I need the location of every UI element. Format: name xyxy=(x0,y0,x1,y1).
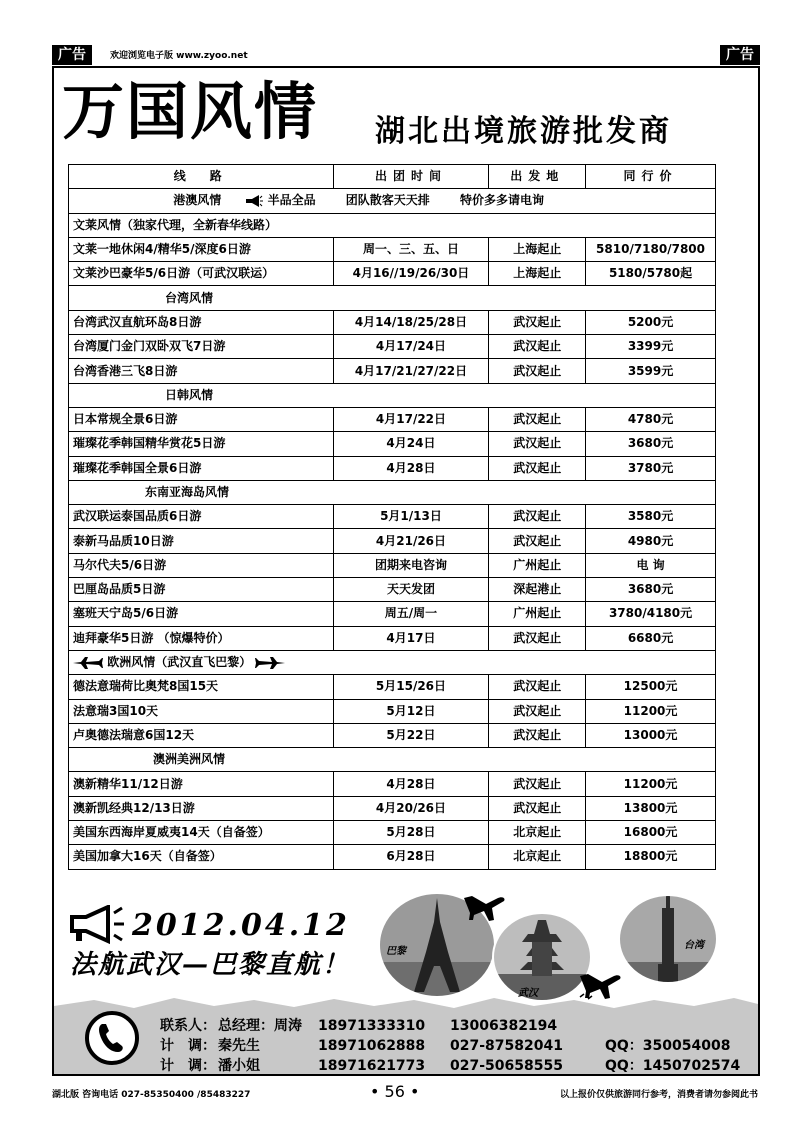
section-row-se-asia xyxy=(69,480,716,504)
price-cell: 3580元 xyxy=(586,505,716,529)
section-label-aus-am: 澳洲美洲风情 xyxy=(69,748,716,772)
contact-landline: 027-87582041 xyxy=(450,1038,563,1054)
contact-info xyxy=(160,1016,740,1076)
table-row xyxy=(69,237,716,261)
footer-left: 湖北版 咨询电话 027-85350400 /85483227 xyxy=(52,1090,251,1100)
col-header-route: 线 路 xyxy=(69,165,334,189)
depart-cell: 上海起止 xyxy=(489,262,586,286)
top-url-text: 欢迎浏览电子版 www.zyoo.net xyxy=(110,51,248,61)
contact-qq: QQ：350054008 xyxy=(605,1038,731,1054)
hk-notes xyxy=(245,190,544,211)
table-row xyxy=(69,796,716,820)
contact-landline: 027-50658555 xyxy=(450,1058,563,1074)
section-label-se-asia: 东南亚海岛风情 xyxy=(69,480,716,504)
price-cell: 5200元 xyxy=(586,310,716,334)
price-cell: 3599元 xyxy=(586,359,716,383)
date-cell: 4月24日 xyxy=(333,432,489,456)
depart-cell: 上海起止 xyxy=(489,237,586,261)
section-label-europe: 欧洲风情（武汉直飞巴黎） xyxy=(107,655,252,670)
rate-table xyxy=(68,164,716,870)
table-row xyxy=(69,821,716,845)
contact-label: 计 调： xyxy=(160,1038,216,1054)
table-row xyxy=(69,675,716,699)
label-taipei: 台湾 xyxy=(684,940,704,951)
depart-cell: 北京起止 xyxy=(489,821,586,845)
section-label-taiwan: 台湾风情 xyxy=(69,286,716,310)
route-cell: 台湾武汉直航环岛8日游 xyxy=(69,310,334,334)
route-cell: 巴厘岛品质5日游 xyxy=(69,578,334,602)
date-cell: 周一、三、五、日 xyxy=(333,237,489,261)
route-cell: 澳新精华11/12日游 xyxy=(69,772,334,796)
hk-note-2: 团队散客天天排 xyxy=(345,193,430,208)
date-cell: 4月16//19/26/30日 xyxy=(333,262,489,286)
depart-cell: 武汉起止 xyxy=(489,456,586,480)
table-row xyxy=(69,262,716,286)
date-cell: 团期来电咨询 xyxy=(333,553,489,577)
megaphone-icon xyxy=(66,905,126,945)
airplane-icon xyxy=(462,892,508,922)
price-cell: 3780/4180元 xyxy=(586,602,716,626)
depart-cell: 广州起止 xyxy=(489,602,586,626)
date-cell: 5月22日 xyxy=(333,723,489,747)
contact-label: 联系人： xyxy=(160,1018,216,1034)
phone-icon xyxy=(84,1010,140,1066)
contact-mobile: 18971062888 xyxy=(318,1038,426,1054)
route-cell: 文莱一地休闲4/精华5/深度6日游 xyxy=(69,237,334,261)
footer-right: 以上报价仅供旅游同行参考，消费者请勿参阅此书 xyxy=(559,1090,758,1100)
contact-name: 总经理：周涛 xyxy=(218,1018,302,1034)
table-row xyxy=(69,553,716,577)
price-cell: 12500元 xyxy=(586,675,716,699)
table-row xyxy=(69,578,716,602)
hk-note-3: 特价多多请电询 xyxy=(459,193,544,208)
price-cell: 5180/5780起 xyxy=(586,262,716,286)
date-cell: 4月17/22日 xyxy=(333,407,489,431)
route-cell: 泰新马品质10日游 xyxy=(69,529,334,553)
route-cell: 迪拜豪华5日游 （惊爆特价） xyxy=(69,626,334,650)
table-row xyxy=(69,772,716,796)
depart-cell: 武汉起止 xyxy=(489,505,586,529)
section-row-taiwan xyxy=(69,286,716,310)
date-cell: 4月21/26日 xyxy=(333,529,489,553)
contact-name: 潘小姐 xyxy=(218,1058,260,1074)
label-wuhan: 武汉 xyxy=(518,988,538,999)
price-cell: 13800元 xyxy=(586,796,716,820)
table-row xyxy=(69,432,716,456)
date-cell: 4月17日 xyxy=(333,626,489,650)
page-title: 万国风情 xyxy=(62,75,319,148)
date-cell: 5月1/13日 xyxy=(333,505,489,529)
col-header-date: 出团时间 xyxy=(333,165,489,189)
date-cell: 4月17/24日 xyxy=(333,335,489,359)
depart-cell: 深起港止 xyxy=(489,578,586,602)
date-cell: 天天发团 xyxy=(333,578,489,602)
contact-label: 计 调： xyxy=(160,1058,216,1074)
date-cell: 4月14/18/25/28日 xyxy=(333,310,489,334)
table-row xyxy=(69,310,716,334)
contact-name: 秦先生 xyxy=(218,1038,260,1054)
megaphone-small-icon xyxy=(245,195,263,207)
ad-tag-right: 广告 xyxy=(720,45,760,65)
section-row-aus-am xyxy=(69,748,716,772)
col-header-depart: 出发地 xyxy=(489,165,586,189)
contact-row xyxy=(160,1036,740,1056)
table-row xyxy=(69,529,716,553)
price-cell: 3780元 xyxy=(586,456,716,480)
wuhan-tower-photo xyxy=(492,912,592,1002)
section-row-hk xyxy=(69,189,716,213)
section-row-europe xyxy=(69,650,716,674)
airplane-left-icon xyxy=(73,657,103,669)
table-row xyxy=(69,699,716,723)
route-cell: 卢奥德法瑞意6国12天 xyxy=(69,723,334,747)
page-subtitle: 湖北出境旅游批发商 xyxy=(375,114,672,149)
price-cell: 18800元 xyxy=(586,845,716,869)
price-cell: 3680元 xyxy=(586,432,716,456)
table-row xyxy=(69,407,716,431)
ad-tag-left: 广告 xyxy=(52,45,92,65)
depart-cell: 武汉起止 xyxy=(489,626,586,650)
section-label-japan-korea: 日韩风情 xyxy=(69,383,716,407)
price-cell: 3680元 xyxy=(586,578,716,602)
depart-cell: 武汉起止 xyxy=(489,310,586,334)
section-row-brunei xyxy=(69,213,716,237)
date-cell: 4月28日 xyxy=(333,772,489,796)
table-row xyxy=(69,602,716,626)
depart-cell: 武汉起止 xyxy=(489,359,586,383)
depart-cell: 广州起止 xyxy=(489,553,586,577)
depart-cell: 武汉起止 xyxy=(489,699,586,723)
promo-slogan: 法航武汉—巴黎直航！ xyxy=(70,950,351,980)
route-cell: 文莱沙巴豪华5/6日游（可武汉联运） xyxy=(69,262,334,286)
price-cell: 13000元 xyxy=(586,723,716,747)
contact-qq: QQ：1450702574 xyxy=(605,1058,741,1074)
price-cell: 4980元 xyxy=(586,529,716,553)
section-row-japan-korea xyxy=(69,383,716,407)
date-cell: 4月28日 xyxy=(333,456,489,480)
table-row xyxy=(69,359,716,383)
route-cell: 日本常规全景6日游 xyxy=(69,407,334,431)
depart-cell: 武汉起止 xyxy=(489,432,586,456)
route-cell: 璀璨花季韩国精华赏花5日游 xyxy=(69,432,334,456)
table-row xyxy=(69,845,716,869)
route-cell: 马尔代夫5/6日游 xyxy=(69,553,334,577)
date-cell: 5月15/26日 xyxy=(333,675,489,699)
page-number: • 56 • xyxy=(370,1082,420,1101)
depart-cell: 北京起止 xyxy=(489,845,586,869)
price-cell: 16800元 xyxy=(586,821,716,845)
price-cell: 4780元 xyxy=(586,407,716,431)
date-cell: 5月12日 xyxy=(333,699,489,723)
contact-row xyxy=(160,1056,740,1076)
route-cell: 武汉联运泰国品质6日游 xyxy=(69,505,334,529)
route-cell: 法意瑞3国10天 xyxy=(69,699,334,723)
promo-date: 2012.04.12 xyxy=(132,908,350,943)
table-row xyxy=(69,626,716,650)
table-row xyxy=(69,723,716,747)
section-label-brunei: 文莱风情（独家代理，全新春华线路） xyxy=(69,213,716,237)
table-row xyxy=(69,456,716,480)
date-cell: 6月28日 xyxy=(333,845,489,869)
airplane-icon xyxy=(578,970,628,1000)
contact-mobile-2: 13006382194 xyxy=(450,1018,558,1034)
depart-cell: 武汉起止 xyxy=(489,796,586,820)
price-cell: 5810/7180/7800 xyxy=(586,237,716,261)
depart-cell: 武汉起止 xyxy=(489,772,586,796)
depart-cell: 武汉起止 xyxy=(489,529,586,553)
route-cell: 澳新凯经典12/13日游 xyxy=(69,796,334,820)
section-label-hk: 港澳风情 xyxy=(173,193,222,208)
date-cell: 4月17/21/27/22日 xyxy=(333,359,489,383)
depart-cell: 武汉起止 xyxy=(489,675,586,699)
route-cell: 台湾厦门金门双卧双飞7日游 xyxy=(69,335,334,359)
table-row xyxy=(69,335,716,359)
date-cell: 周五/周一 xyxy=(333,602,489,626)
price-cell: 6680元 xyxy=(586,626,716,650)
depart-cell: 武汉起止 xyxy=(489,335,586,359)
table-row xyxy=(69,505,716,529)
contact-mobile: 18971621773 xyxy=(318,1058,426,1074)
route-cell: 璀璨花季韩国全景6日游 xyxy=(69,456,334,480)
price-cell: 11200元 xyxy=(586,699,716,723)
hk-note-1: 半品全品 xyxy=(267,193,316,208)
date-cell: 4月20/26日 xyxy=(333,796,489,820)
col-header-price: 同行价 xyxy=(586,165,716,189)
price-cell: 11200元 xyxy=(586,772,716,796)
date-cell: 5月28日 xyxy=(333,821,489,845)
route-cell: 美国东西海岸夏威夷14天（自备签） xyxy=(69,821,334,845)
contact-mobile: 18971333310 xyxy=(318,1018,426,1034)
depart-cell: 武汉起止 xyxy=(489,723,586,747)
depart-cell: 武汉起止 xyxy=(489,407,586,431)
route-cell: 台湾香港三飞8日游 xyxy=(69,359,334,383)
contact-row xyxy=(160,1016,740,1036)
price-cell: 3399元 xyxy=(586,335,716,359)
route-cell: 德法意瑞荷比奥梵8国15天 xyxy=(69,675,334,699)
route-cell: 美国加拿大16天（自备签） xyxy=(69,845,334,869)
price-cell: 电 询 xyxy=(586,553,716,577)
label-paris: 巴黎 xyxy=(386,946,406,957)
route-cell: 塞班天宁岛5/6日游 xyxy=(69,602,334,626)
table-header-row xyxy=(69,165,716,189)
airplane-right-icon xyxy=(255,657,285,669)
